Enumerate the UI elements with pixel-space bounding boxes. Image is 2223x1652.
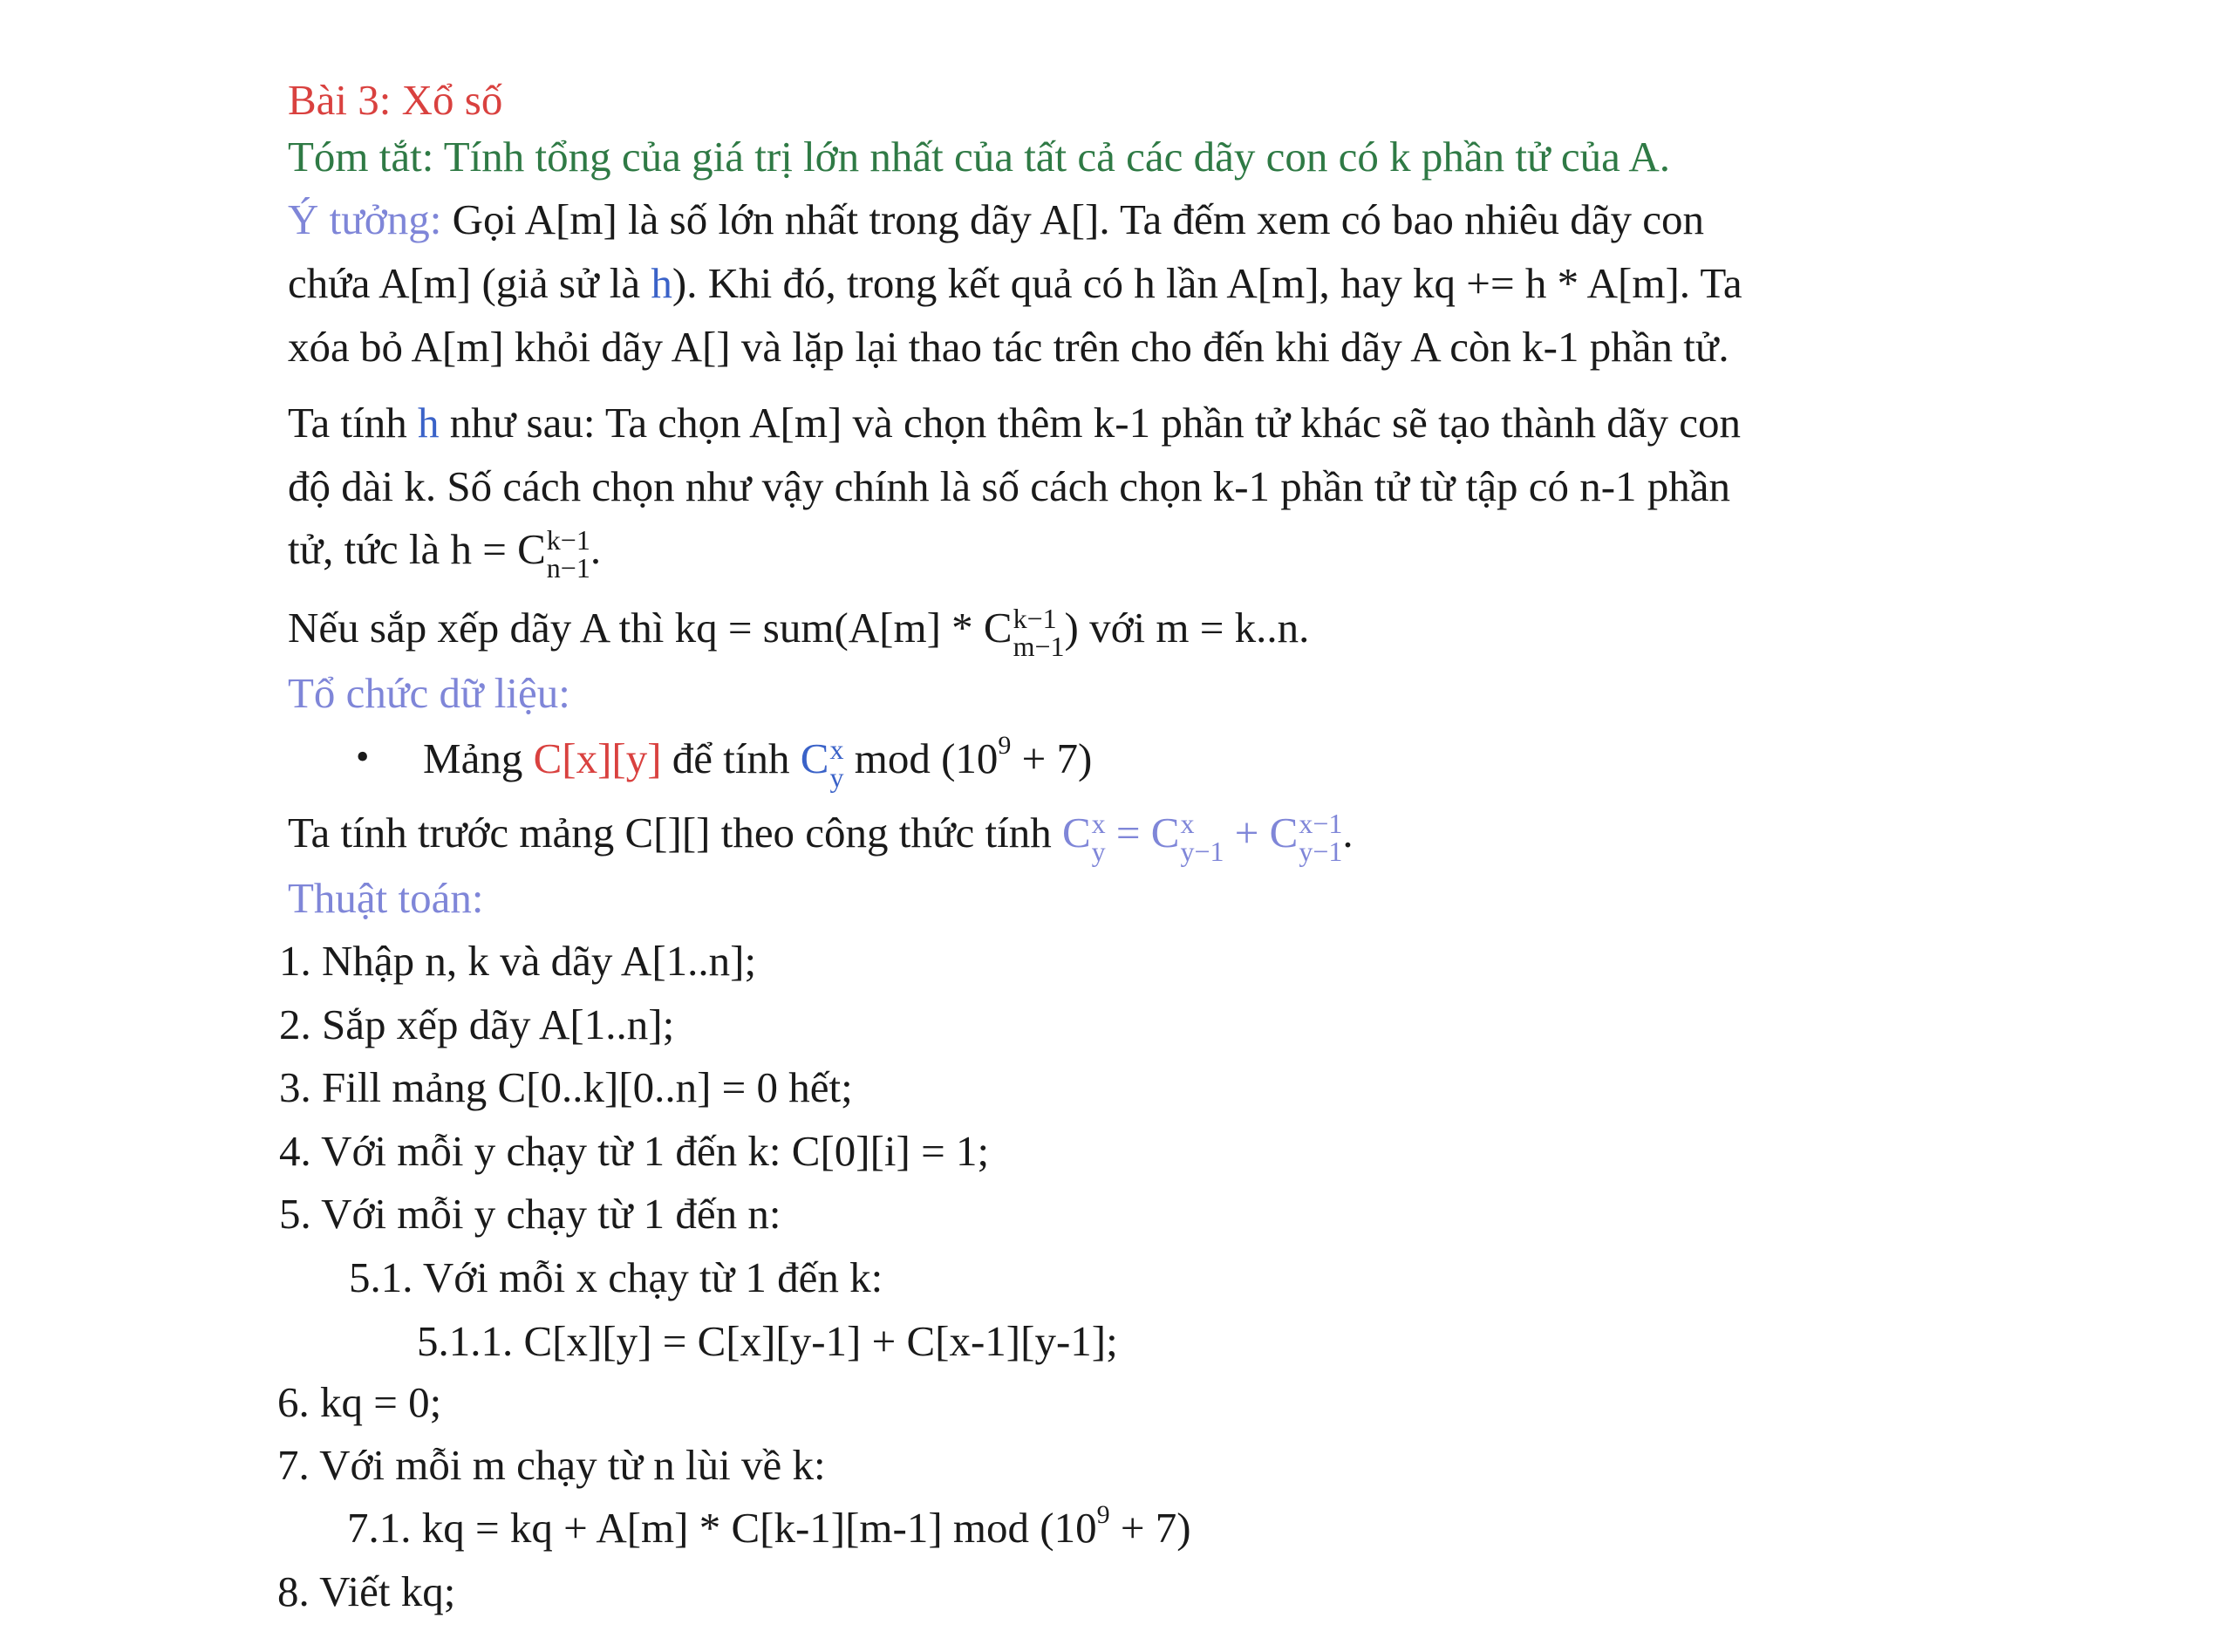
data-org-c-letter: C <box>800 734 829 782</box>
precalc-sub-1: y <box>1091 835 1106 867</box>
step-71-end: + 7) <box>1109 1504 1191 1552</box>
precalc-sup-1: x <box>1091 807 1106 839</box>
data-org-item-mid: để tính <box>661 734 801 782</box>
calc-combination <box>546 523 590 584</box>
step-71-exp: 9 <box>1096 1500 1110 1529</box>
algorithm-step: 1. Nhập n, k và dãy A[1..n]; <box>279 937 757 985</box>
algorithm-substep: 5.1. Với mỗi x chạy từ 1 đến k: <box>349 1253 883 1301</box>
idea-line-2 <box>288 257 1742 310</box>
calc-text-1b: như sau: Ta chọn A[m] và chọn thêm k-1 phần tử khác sẽ tạo thành dãy con <box>439 399 1742 447</box>
idea-text-1: Gọi A[m] là số lớn nhất trong dãy A[]. Ta đếm xem có bao nhiêu dãy con <box>441 195 1705 243</box>
precalc-sup-3: x−1 <box>1299 807 1343 839</box>
idea-text-2a: chứa A[m] (giả sử là <box>288 259 651 307</box>
calc-text-1a: Ta tính <box>288 399 418 447</box>
precalc-end: . <box>1342 809 1354 857</box>
calc-text-3: tử, tức là h = C <box>288 525 546 573</box>
precalc-sup-2: x <box>1180 807 1195 839</box>
data-org-exp: 9 <box>998 731 1012 760</box>
algorithm-step: 7. Với mỗi m chạy từ n lùi về k: <box>277 1441 826 1489</box>
sort-text-post: ) với m = k..n. <box>1064 604 1310 652</box>
sort-text-pre: Nếu sắp xếp dãy A thì kq = sum(A[m] * C <box>288 604 1013 652</box>
precalc-text: Ta tính trước mảng C[][] theo công thức tính <box>288 809 1062 857</box>
algorithm-substep <box>347 1502 1191 1554</box>
precalc-index-2 <box>1180 809 1224 865</box>
algorithm-step: 3. Fill mảng C[0..k][0..n] = 0 hết; <box>279 1063 853 1111</box>
calc-h: h <box>418 399 440 447</box>
calc-sup: k−1 <box>546 523 590 556</box>
algorithm-subsubstep: 5.1.1. C[x][y] = C[x][y-1] + C[x-1][y-1]; <box>417 1317 1118 1365</box>
data-org-array: C[x][y] <box>533 734 662 782</box>
section-title: Bài 3: Xổ số <box>288 76 503 124</box>
idea-line-1 <box>288 194 1704 246</box>
idea-line-3: xóa bỏ A[m] khỏi dãy A[] và lặp lại thao tác trên cho đến khi dãy A còn k-1 phần tử. <box>288 323 1729 371</box>
algorithm-step: 5. Với mỗi y chạy từ 1 đến n: <box>279 1190 781 1238</box>
idea-label: Ý tưởng: <box>288 195 442 243</box>
precalc-formula <box>1061 807 1343 867</box>
data-org-c-index <box>829 735 843 791</box>
precalc-eq: = C <box>1105 809 1180 857</box>
data-org-mod: mod (10 <box>843 734 999 782</box>
sort-line <box>288 602 1309 660</box>
summary-line: Tóm tắt: Tính tổng của giá trị lớn nhất của tất cả các dãy con có k phần tử của A. <box>288 133 1671 181</box>
sort-combination <box>1013 604 1065 660</box>
sort-sup: k−1 <box>1013 602 1057 634</box>
precalc-index-1 <box>1092 809 1106 865</box>
data-org-end: + 7) <box>1011 734 1093 782</box>
calc-line-1 <box>288 397 1741 449</box>
step-71-text: 7.1. kq = kq + A[m] * C[k-1][m-1] mod (10 <box>347 1504 1097 1552</box>
data-org-c <box>800 733 844 793</box>
algorithm-step: 2. Sắp xếp dãy A[1..n]; <box>279 1000 675 1048</box>
precalc-sub-3: y−1 <box>1299 835 1343 867</box>
sort-sub: m−1 <box>1013 630 1065 662</box>
calc-sub: n−1 <box>546 551 590 584</box>
data-org-c-sub: y <box>829 761 844 793</box>
calc-line-2: độ dài k. Số cách chọn như vậy chính là số cách chọn k-1 phần tử từ tập có n-1 phần <box>288 462 1731 510</box>
data-org-c-sup: x <box>829 733 844 765</box>
precalc-plus: + C <box>1224 809 1299 857</box>
precalc-index-3 <box>1299 809 1342 865</box>
data-org-item-pre: Mảng <box>423 734 534 782</box>
calc-line-3 <box>288 523 601 582</box>
idea-text-2b: ). Khi đó, trong kết quả có h lần A[m], hay kq += h * A[m]. Ta <box>672 259 1742 307</box>
precalc-sub-2: y−1 <box>1180 835 1224 867</box>
precalc-c1: C <box>1061 809 1091 857</box>
data-org-label: Tổ chức dữ liệu: <box>288 669 570 717</box>
precalc-line <box>288 807 1354 865</box>
idea-h: h <box>651 259 672 307</box>
calc-end: . <box>590 525 602 573</box>
data-org-item <box>423 733 1092 791</box>
bullet-marker: • <box>356 735 370 778</box>
algorithm-step: 4. Với mỗi y chạy từ 1 đến k: C[0][i] = 1; <box>279 1127 990 1175</box>
algorithm-step: 8. Viết kq; <box>277 1567 456 1615</box>
algorithm-label: Thuật toán: <box>288 874 484 922</box>
algorithm-step: 6. kq = 0; <box>277 1378 442 1426</box>
